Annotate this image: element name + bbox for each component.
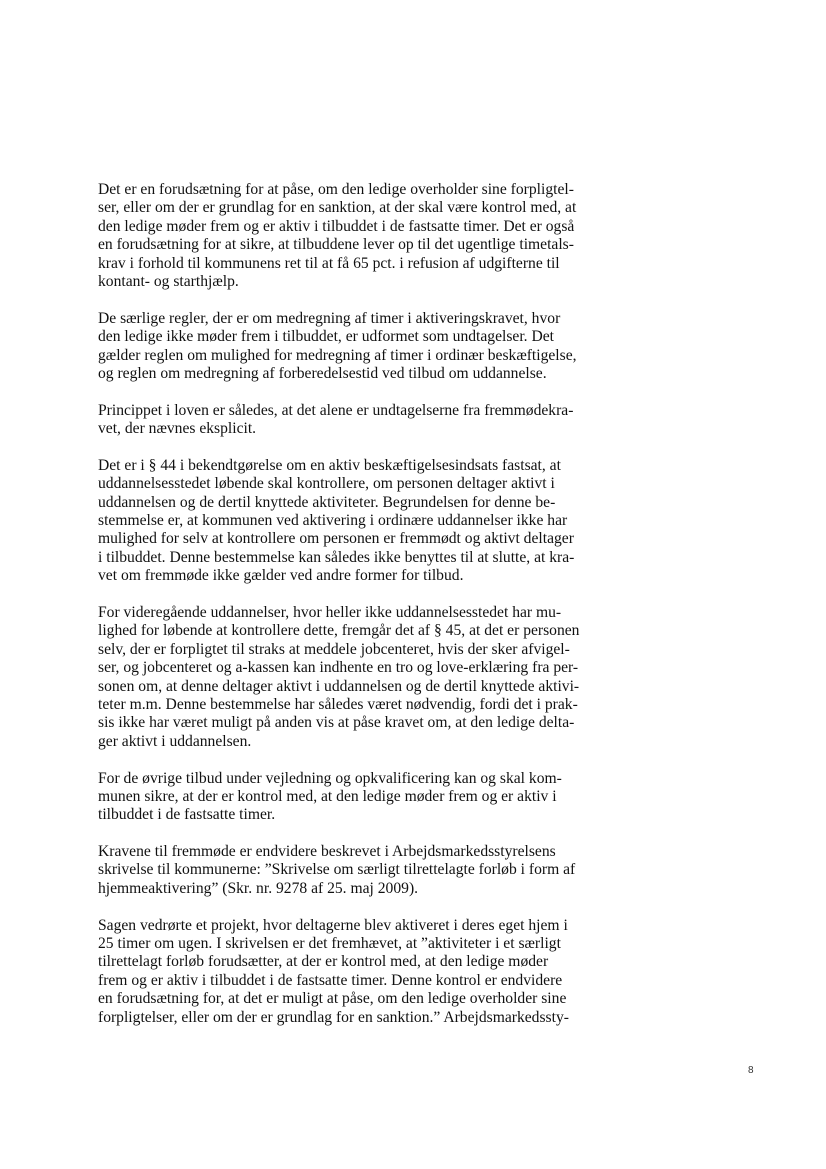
text-line: For videregående uddannelser, hvor heller ikke uddannelsesstedet har mu- bbox=[98, 603, 562, 621]
text-line: uddannelsen og de dertil knyttede aktiviteter. Begrundelsen for denne be- bbox=[98, 493, 556, 511]
text-line: ser, eller om der er grundlag for en sanktion, at der skal være kontrol med, at bbox=[98, 199, 577, 217]
text-line: en forudsætning for at sikre, at tilbuddene lever op til det ugentlige timetals- bbox=[98, 236, 574, 254]
paragraph bbox=[98, 917, 638, 1027]
text-line: sonen om, at denne deltager aktivt i uddannelsen og de dertil knyttede aktivi- bbox=[98, 677, 580, 695]
text-line: vet, der nævnes eksplicit. bbox=[98, 420, 257, 438]
text-line: mulighed for selv at kontrollere om personen er fremmødt og aktivt deltager bbox=[98, 530, 574, 548]
text-line: den ledige ikke møder frem i tilbuddet, er udformet som undtagelser. Det bbox=[98, 328, 554, 346]
text-line: De særlige regler, der er om medregning af timer i aktiveringskravet, hvor bbox=[98, 309, 561, 327]
text-line: den ledige møder frem og er aktiv i tilbuddet i de fastsatte timer. Det er også bbox=[98, 217, 575, 235]
text-line: kontant- og starthjælp. bbox=[98, 272, 239, 290]
text-line: frem og er aktiv i tilbuddet i de fastsatte timer. Denne kontrol er endvidere bbox=[98, 971, 563, 989]
text-line: uddannelsesstedet løbende skal kontrollere, om personen deltager aktivt i bbox=[98, 475, 555, 493]
text-line: For de øvrige tilbud under vejledning og opkvalificering kan og skal kom- bbox=[98, 769, 562, 787]
text-line: gælder reglen om mulighed for medregning af timer i ordinær beskæftigelse, bbox=[98, 346, 577, 364]
text-line: Sagen vedrørte et projekt, hvor deltagerne blev aktiveret i deres eget hjem i bbox=[98, 916, 568, 934]
text-line: forpligtelser, eller om der er grundlag for en sanktion.” Arbejdsmarkedssty- bbox=[98, 1008, 569, 1026]
paragraph bbox=[98, 843, 638, 898]
text-line: tilrettelagt forløb forudsætter, at der er kontrol med, at den ledige møder bbox=[98, 953, 549, 971]
text-line: en forudsætning for, at det er muligt at påse, om den ledige overholder sine bbox=[98, 990, 567, 1008]
paragraph bbox=[98, 604, 638, 751]
text-line: stemmelse er, at kommunen ved aktivering i ordinære uddannelser ikke har bbox=[98, 512, 568, 530]
paragraph bbox=[98, 770, 638, 825]
text-line: Det er en forudsætning for at påse, om den ledige overholder sine forpligtel- bbox=[98, 181, 574, 198]
text-line: munen sikre, at der er kontrol med, at den ledige møder frem og er aktiv i bbox=[98, 787, 557, 805]
paragraph bbox=[98, 181, 638, 291]
text-line: ser, og jobcenteret og a-kassen kan indhente en tro og love-erklæring fra per- bbox=[98, 659, 579, 677]
text-line: hjemmeaktivering” (Skr. nr. 9278 af 25. maj 2009). bbox=[98, 879, 419, 897]
text-line: skrivelse til kommunerne: ”Skrivelse om særligt tilrettelagte forløb i form af bbox=[98, 861, 576, 879]
text-line: Det er i § 44 i bekendtgørelse om en aktiv beskæftigelsesindsats fastsat, at bbox=[98, 456, 561, 474]
body-text bbox=[98, 181, 638, 1045]
text-line: ger aktivt i uddannelsen. bbox=[98, 732, 252, 750]
page-number: 8 bbox=[748, 1065, 754, 1076]
text-line: lighed for løbende at kontrollere dette, fremgår det af § 45, at det er personen bbox=[98, 622, 580, 640]
text-line: krav i forhold til kommunens ret til at få 65 pct. i refusion af udgifterne til bbox=[98, 254, 560, 272]
text-line: i tilbuddet. Denne bestemmelse kan således ikke benyttes til at slutte, at kra- bbox=[98, 548, 575, 566]
text-line: 25 timer om ugen. I skrivelsen er det fremhævet, at ”aktiviteter i et særligt bbox=[98, 935, 561, 953]
text-line: Kravene til fremmøde er endvidere beskrevet i Arbejdsmarkedsstyrelsens bbox=[98, 843, 556, 861]
text-line: Princippet i loven er således, at det alene er undtagelserne fra fremmødekra- bbox=[98, 401, 574, 419]
text-line: teter m.m. Denne bestemmelse har således været nødvendig, fordi det i prak- bbox=[98, 695, 578, 713]
text-line: sis ikke har været muligt på anden vis at påse kravet om, at den ledige delta- bbox=[98, 714, 575, 732]
paragraph bbox=[98, 310, 638, 384]
text-line: tilbuddet i de fastsatte timer. bbox=[98, 806, 276, 824]
paragraph bbox=[98, 457, 638, 586]
text-line: og reglen om medregning af forberedelsestid ved tilbud om uddannelse. bbox=[98, 364, 547, 382]
text-line: selv, der er forpligtet til straks at meddele jobcenteret, hvis der sker afvigel- bbox=[98, 640, 570, 658]
text-line: vet om fremmøde ikke gælder ved andre former for tilbud. bbox=[98, 567, 464, 585]
paragraph bbox=[98, 402, 638, 439]
